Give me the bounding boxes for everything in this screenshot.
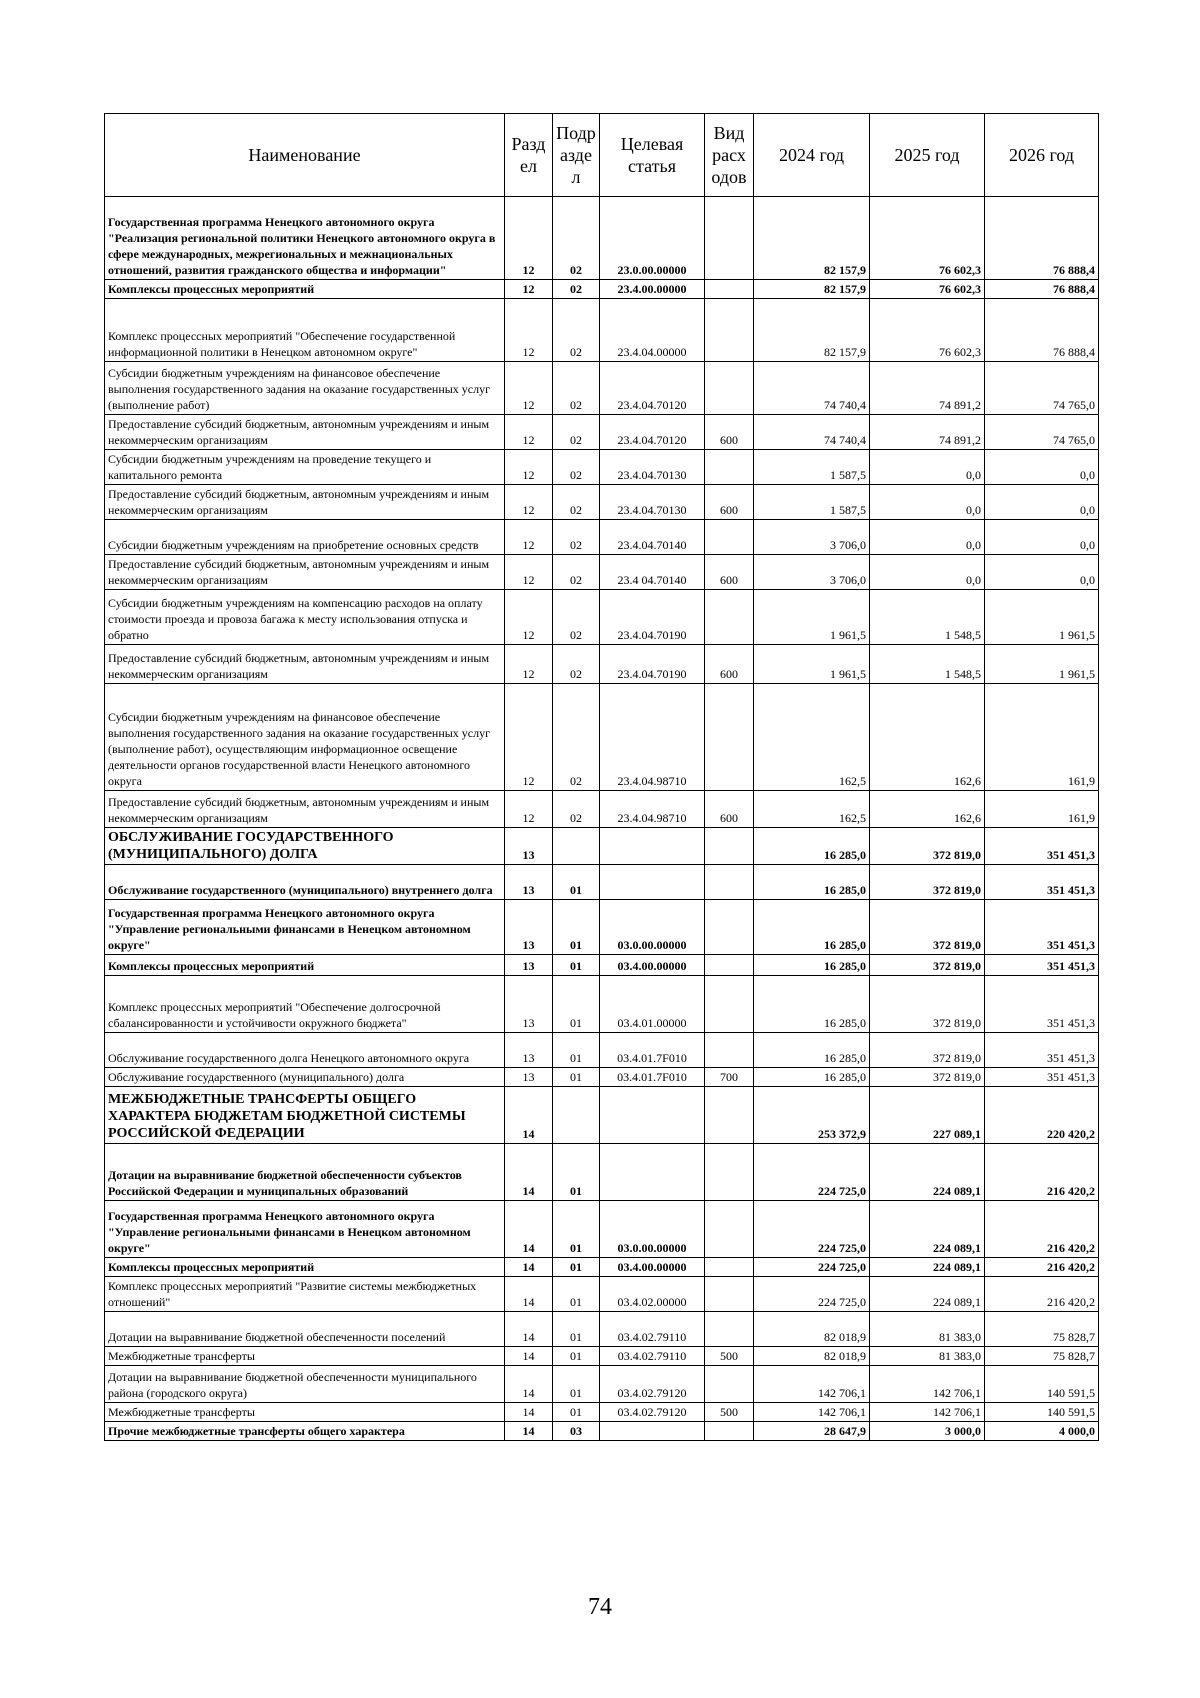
row-name: Комплекс процессных мероприятий "Развитие системы межбюджетных отношений" <box>105 1277 505 1312</box>
row-value-2026: 161,9 <box>985 684 1099 791</box>
row-target: 03.4.00.00000 <box>600 1258 705 1277</box>
row-vid <box>705 955 754 976</box>
table-row <box>105 1347 1099 1366</box>
row-value-2024: 28 647,9 <box>754 1422 870 1441</box>
header-target: Целевая статья <box>600 114 705 197</box>
row-value-2026: 76 888,4 <box>985 299 1099 362</box>
row-value-2026: 351 451,3 <box>985 865 1099 900</box>
row-value-2024: 16 285,0 <box>754 900 870 955</box>
row-value-2025: 81 383,0 <box>870 1312 985 1347</box>
row-value-2026: 0,0 <box>985 485 1099 520</box>
row-value-2024: 82 157,9 <box>754 197 870 280</box>
row-value-2024: 162,5 <box>754 791 870 828</box>
row-razdel: 13 <box>505 1033 553 1068</box>
table-row <box>105 955 1099 976</box>
row-podrazdel: 02 <box>553 684 600 791</box>
row-value-2024: 224 725,0 <box>754 1277 870 1312</box>
row-value-2026: 216 420,2 <box>985 1277 1099 1312</box>
row-razdel: 12 <box>505 520 553 555</box>
row-vid <box>705 1312 754 1347</box>
row-podrazdel: 02 <box>553 555 600 590</box>
row-razdel: 14 <box>505 1312 553 1347</box>
row-vid <box>705 1033 754 1068</box>
row-target <box>600 865 705 900</box>
row-razdel: 13 <box>505 1068 553 1087</box>
row-value-2025: 224 089,1 <box>870 1277 985 1312</box>
row-target: 03.4.02.79110 <box>600 1312 705 1347</box>
row-value-2025: 372 819,0 <box>870 900 985 955</box>
row-name: Предоставление субсидий бюджетным, автономным учреждениям и иным некоммерческим организациям <box>105 415 505 450</box>
row-razdel: 12 <box>505 450 553 485</box>
row-value-2026: 4 000,0 <box>985 1422 1099 1441</box>
row-value-2025: 372 819,0 <box>870 976 985 1033</box>
row-value-2024: 82 157,9 <box>754 280 870 299</box>
row-podrazdel: 01 <box>553 1366 600 1403</box>
row-value-2024: 1 961,5 <box>754 590 870 645</box>
row-name: Межбюджетные трансферты <box>105 1347 505 1366</box>
row-name: Прочие межбюджетные трансферты общего характера <box>105 1422 505 1441</box>
table-row <box>105 485 1099 520</box>
row-value-2024: 253 372,9 <box>754 1087 870 1144</box>
header-podrazdel: Подр азде л <box>553 114 600 197</box>
row-name: Комплексы процессных мероприятий <box>105 955 505 976</box>
row-value-2025: 142 706,1 <box>870 1403 985 1422</box>
row-value-2025: 74 891,2 <box>870 362 985 415</box>
row-name: Предоставление субсидий бюджетным, автономным учреждениям и иным некоммерческим организациям <box>105 645 505 684</box>
table-row <box>105 1366 1099 1403</box>
row-value-2025: 224 089,1 <box>870 1258 985 1277</box>
row-target: 23.4.04.70190 <box>600 590 705 645</box>
table-row <box>105 791 1099 828</box>
row-podrazdel: 02 <box>553 280 600 299</box>
row-value-2024: 16 285,0 <box>754 955 870 976</box>
table-row <box>105 280 1099 299</box>
row-value-2026: 140 591,5 <box>985 1366 1099 1403</box>
row-value-2024: 224 725,0 <box>754 1201 870 1258</box>
row-value-2025: 3 000,0 <box>870 1422 985 1441</box>
row-value-2024: 162,5 <box>754 684 870 791</box>
table-row <box>105 590 1099 645</box>
table-row <box>105 1312 1099 1347</box>
row-razdel: 12 <box>505 415 553 450</box>
row-value-2026: 75 828,7 <box>985 1347 1099 1366</box>
row-value-2026: 216 420,2 <box>985 1144 1099 1201</box>
table-row <box>105 415 1099 450</box>
row-value-2025: 76 602,3 <box>870 280 985 299</box>
row-vid <box>705 684 754 791</box>
row-value-2025: 142 706,1 <box>870 1366 985 1403</box>
row-value-2025: 224 089,1 <box>870 1201 985 1258</box>
row-target: 03.0.00.00000 <box>600 900 705 955</box>
row-target: 23.4.04.70190 <box>600 645 705 684</box>
row-podrazdel: 01 <box>553 1403 600 1422</box>
row-target: 23.4.04.70130 <box>600 485 705 520</box>
row-name: Дотации на выравнивание бюджетной обеспеченности поселений <box>105 1312 505 1347</box>
row-value-2026: 0,0 <box>985 520 1099 555</box>
header-2024: 2024 год <box>754 114 870 197</box>
row-value-2026: 1 961,5 <box>985 590 1099 645</box>
row-vid: 600 <box>705 415 754 450</box>
row-name: Государственная программа Ненецкого автономного округа "Управление региональными финансами в Ненецком автономном округе" <box>105 1201 505 1258</box>
row-podrazdel: 01 <box>553 865 600 900</box>
row-razdel: 14 <box>505 1422 553 1441</box>
row-target <box>600 1422 705 1441</box>
row-razdel: 13 <box>505 865 553 900</box>
row-value-2026: 76 888,4 <box>985 280 1099 299</box>
row-podrazdel: 01 <box>553 955 600 976</box>
row-value-2026: 351 451,3 <box>985 955 1099 976</box>
row-vid <box>705 450 754 485</box>
row-name: Субсидии бюджетным учреждениям на проведение текущего и капитального ремонта <box>105 450 505 485</box>
row-razdel: 12 <box>505 590 553 645</box>
row-podrazdel: 01 <box>553 1068 600 1087</box>
row-vid <box>705 828 754 865</box>
row-target: 03.0.00.00000 <box>600 1201 705 1258</box>
row-value-2026: 161,9 <box>985 791 1099 828</box>
row-target: 23.4.00.00000 <box>600 280 705 299</box>
row-target: 23.4.04.00000 <box>600 299 705 362</box>
row-target: 23.4.04.98710 <box>600 791 705 828</box>
row-podrazdel: 01 <box>553 1144 600 1201</box>
table-row <box>105 555 1099 590</box>
row-value-2024: 142 706,1 <box>754 1403 870 1422</box>
table-row <box>105 865 1099 900</box>
row-value-2024: 82 018,9 <box>754 1347 870 1366</box>
row-name: Комплекс процессных мероприятий "Обеспечение долгосрочной сбалансированности и устойчивости окружного бюджета" <box>105 976 505 1033</box>
row-vid <box>705 1087 754 1144</box>
row-name: Предоставление субсидий бюджетным, автономным учреждениям и иным некоммерческим организациям <box>105 485 505 520</box>
row-razdel: 14 <box>505 1144 553 1201</box>
row-value-2025: 372 819,0 <box>870 1033 985 1068</box>
row-podrazdel: 02 <box>553 485 600 520</box>
row-vid <box>705 865 754 900</box>
row-podrazdel: 01 <box>553 1312 600 1347</box>
table-row <box>105 645 1099 684</box>
row-value-2026: 216 420,2 <box>985 1258 1099 1277</box>
table-row <box>105 1144 1099 1201</box>
row-name: ОБСЛУЖИВАНИЕ ГОСУДАРСТВЕННОГО (МУНИЦИПАЛЬНОГО) ДОЛГА <box>105 828 505 865</box>
row-podrazdel: 01 <box>553 1347 600 1366</box>
row-value-2025: 74 891,2 <box>870 415 985 450</box>
row-name: Обслуживание государственного (муниципального) долга <box>105 1068 505 1087</box>
row-podrazdel <box>553 1087 600 1144</box>
budget-table <box>104 113 1099 1441</box>
row-value-2024: 224 725,0 <box>754 1144 870 1201</box>
row-value-2026: 220 420,2 <box>985 1087 1099 1144</box>
row-value-2026: 76 888,4 <box>985 197 1099 280</box>
row-target: 23.4.04.70140 <box>600 520 705 555</box>
row-value-2025: 0,0 <box>870 555 985 590</box>
row-value-2024: 3 706,0 <box>754 520 870 555</box>
table-row <box>105 520 1099 555</box>
row-vid <box>705 299 754 362</box>
row-value-2024: 16 285,0 <box>754 1033 870 1068</box>
row-podrazdel: 01 <box>553 1201 600 1258</box>
row-value-2026: 74 765,0 <box>985 415 1099 450</box>
row-razdel: 12 <box>505 684 553 791</box>
header-2026: 2026 год <box>985 114 1099 197</box>
row-name: Субсидии бюджетным учреждениям на финансовое обеспечение выполнения государственного задания на оказание государственных услуг (выполнение работ), осуществляющим информационное освещение деятельности органов государственной власти Ненецкого автономного округа <box>105 684 505 791</box>
row-podrazdel: 02 <box>553 299 600 362</box>
header-razdel: Разд ел <box>505 114 553 197</box>
row-target: 23.4.04.70130 <box>600 450 705 485</box>
row-value-2025: 372 819,0 <box>870 955 985 976</box>
row-name: Государственная программа Ненецкого автономного округа "Управление региональными финансами в Ненецком автономном округе" <box>105 900 505 955</box>
row-target: 03.4.00.00000 <box>600 955 705 976</box>
row-value-2025: 162,6 <box>870 791 985 828</box>
table-row <box>105 362 1099 415</box>
row-value-2024: 224 725,0 <box>754 1258 870 1277</box>
row-vid <box>705 1366 754 1403</box>
table-row <box>105 1068 1099 1087</box>
row-podrazdel: 02 <box>553 415 600 450</box>
row-name: Предоставление субсидий бюджетным, автономным учреждениям и иным некоммерческим организациям <box>105 555 505 590</box>
row-value-2026: 351 451,3 <box>985 1033 1099 1068</box>
row-value-2025: 227 089,1 <box>870 1087 985 1144</box>
page-number: 74 <box>588 1594 612 1620</box>
row-value-2024: 82 157,9 <box>754 299 870 362</box>
table-row <box>105 1258 1099 1277</box>
row-razdel: 14 <box>505 1087 553 1144</box>
row-name: Субсидии бюджетным учреждениям на компенсацию расходов на оплату стоимости проезда и провоза багажа к месту использования отпуска и обратно <box>105 590 505 645</box>
row-value-2026: 75 828,7 <box>985 1312 1099 1347</box>
row-name: Дотации на выравнивание бюджетной обеспеченности субъектов Российской Федерации и муниципальных образований <box>105 1144 505 1201</box>
row-podrazdel: 02 <box>553 520 600 555</box>
row-vid <box>705 197 754 280</box>
row-name: Субсидии бюджетным учреждениям на приобретение основных средств <box>105 520 505 555</box>
row-target: 23.0.00.00000 <box>600 197 705 280</box>
table-row <box>105 1087 1099 1144</box>
row-value-2026: 351 451,3 <box>985 900 1099 955</box>
row-value-2026: 351 451,3 <box>985 828 1099 865</box>
row-value-2026: 216 420,2 <box>985 1201 1099 1258</box>
row-value-2025: 76 602,3 <box>870 299 985 362</box>
row-vid <box>705 362 754 415</box>
row-value-2025: 224 089,1 <box>870 1144 985 1201</box>
row-name: Государственная программа Ненецкого автономного округа "Реализация региональной политики Ненецкого автономного округа в сфере международных, межрегиональных и межнациональных отношений, развития гражданского общества и информации" <box>105 197 505 280</box>
row-target <box>600 828 705 865</box>
table-row <box>105 900 1099 955</box>
row-value-2025: 81 383,0 <box>870 1347 985 1366</box>
table-body <box>105 197 1099 1441</box>
row-vid <box>705 900 754 955</box>
row-vid <box>705 1144 754 1201</box>
row-razdel: 14 <box>505 1258 553 1277</box>
header-row <box>105 114 1099 197</box>
row-vid: 700 <box>705 1068 754 1087</box>
row-razdel: 12 <box>505 791 553 828</box>
row-name: МЕЖБЮДЖЕТНЫЕ ТРАНСФЕРТЫ ОБЩЕГО ХАРАКТЕРА БЮДЖЕТАМ БЮДЖЕТНОЙ СИСТЕМЫ РОССИЙСКОЙ ФЕДЕРАЦИИ <box>105 1087 505 1144</box>
row-razdel: 13 <box>505 976 553 1033</box>
row-name: Комплексы процессных мероприятий <box>105 1258 505 1277</box>
row-vid: 600 <box>705 645 754 684</box>
row-value-2025: 372 819,0 <box>870 828 985 865</box>
row-podrazdel: 01 <box>553 1258 600 1277</box>
row-vid <box>705 1277 754 1312</box>
row-value-2026: 351 451,3 <box>985 1068 1099 1087</box>
row-podrazdel: 02 <box>553 362 600 415</box>
table-row <box>105 1422 1099 1441</box>
row-target: 03.4.01.7F010 <box>600 1033 705 1068</box>
row-razdel: 14 <box>505 1366 553 1403</box>
row-razdel: 12 <box>505 362 553 415</box>
row-value-2025: 0,0 <box>870 485 985 520</box>
row-target: 23.4.04.70120 <box>600 415 705 450</box>
row-name: Обслуживание государственного (муниципального) внутреннего долга <box>105 865 505 900</box>
header-2025: 2025 год <box>870 114 985 197</box>
row-razdel: 13 <box>505 900 553 955</box>
row-value-2026: 1 961,5 <box>985 645 1099 684</box>
table-row <box>105 1201 1099 1258</box>
table-row <box>105 1277 1099 1312</box>
row-name: Дотации на выравнивание бюджетной обеспеченности муниципального района (городского округа) <box>105 1366 505 1403</box>
header-vid: Вид расх одов <box>705 114 754 197</box>
row-target: 03.4.01.7F010 <box>600 1068 705 1087</box>
row-razdel: 14 <box>505 1403 553 1422</box>
row-vid <box>705 520 754 555</box>
table-row <box>105 450 1099 485</box>
row-podrazdel: 02 <box>553 197 600 280</box>
row-razdel: 14 <box>505 1277 553 1312</box>
row-value-2024: 3 706,0 <box>754 555 870 590</box>
row-value-2026: 0,0 <box>985 555 1099 590</box>
header-name: Наименование <box>105 114 505 197</box>
row-vid <box>705 590 754 645</box>
row-target: 03.4.02.00000 <box>600 1277 705 1312</box>
row-razdel: 12 <box>505 645 553 684</box>
row-value-2024: 82 018,9 <box>754 1312 870 1347</box>
row-value-2025: 1 548,5 <box>870 645 985 684</box>
row-vid <box>705 1422 754 1441</box>
table-row <box>105 684 1099 791</box>
row-value-2024: 74 740,4 <box>754 415 870 450</box>
table-row <box>105 976 1099 1033</box>
row-vid: 600 <box>705 791 754 828</box>
row-podrazdel: 02 <box>553 590 600 645</box>
row-name: Обслуживание государственного долга Ненецкого автономного округа <box>105 1033 505 1068</box>
row-podrazdel <box>553 828 600 865</box>
row-razdel: 12 <box>505 299 553 362</box>
row-target <box>600 1144 705 1201</box>
row-value-2025: 372 819,0 <box>870 865 985 900</box>
row-razdel: 12 <box>505 280 553 299</box>
row-name: Межбюджетные трансферты <box>105 1403 505 1422</box>
table-row <box>105 1403 1099 1422</box>
row-razdel: 14 <box>505 1201 553 1258</box>
row-target: 03.4.02.79110 <box>600 1347 705 1366</box>
row-target: 23.4.04.70120 <box>600 362 705 415</box>
row-value-2025: 372 819,0 <box>870 1068 985 1087</box>
row-target: 03.4.02.79120 <box>600 1403 705 1422</box>
row-target: 03.4.02.79120 <box>600 1366 705 1403</box>
row-value-2024: 16 285,0 <box>754 828 870 865</box>
row-podrazdel: 01 <box>553 900 600 955</box>
row-target: 23.4 04.70140 <box>600 555 705 590</box>
row-value-2025: 0,0 <box>870 450 985 485</box>
row-value-2024: 1 587,5 <box>754 485 870 520</box>
row-podrazdel: 02 <box>553 645 600 684</box>
row-razdel: 13 <box>505 828 553 865</box>
row-vid: 500 <box>705 1403 754 1422</box>
row-podrazdel: 01 <box>553 1277 600 1312</box>
row-value-2024: 16 285,0 <box>754 1068 870 1087</box>
row-value-2026: 74 765,0 <box>985 362 1099 415</box>
row-vid: 600 <box>705 485 754 520</box>
row-razdel: 12 <box>505 485 553 520</box>
row-name: Субсидии бюджетным учреждениям на финансовое обеспечение выполнения государственного задания на оказание государственных услуг (выполнение работ) <box>105 362 505 415</box>
row-podrazdel: 03 <box>553 1422 600 1441</box>
row-value-2024: 74 740,4 <box>754 362 870 415</box>
row-value-2024: 16 285,0 <box>754 865 870 900</box>
row-razdel: 14 <box>505 1347 553 1366</box>
row-target: 03.4.01.00000 <box>600 976 705 1033</box>
table-row <box>105 197 1099 280</box>
row-value-2025: 162,6 <box>870 684 985 791</box>
row-value-2024: 16 285,0 <box>754 976 870 1033</box>
row-vid <box>705 1201 754 1258</box>
row-podrazdel: 01 <box>553 1033 600 1068</box>
table-row <box>105 1033 1099 1068</box>
row-target: 23.4.04.98710 <box>600 684 705 791</box>
row-value-2024: 1 961,5 <box>754 645 870 684</box>
row-value-2026: 351 451,3 <box>985 976 1099 1033</box>
row-vid: 600 <box>705 555 754 590</box>
row-name: Комплексы процессных мероприятий <box>105 280 505 299</box>
row-value-2025: 0,0 <box>870 520 985 555</box>
row-vid <box>705 280 754 299</box>
row-value-2026: 0,0 <box>985 450 1099 485</box>
row-razdel: 13 <box>505 955 553 976</box>
table-row <box>105 299 1099 362</box>
row-podrazdel: 02 <box>553 791 600 828</box>
table-row <box>105 828 1099 865</box>
row-value-2025: 1 548,5 <box>870 590 985 645</box>
row-razdel: 12 <box>505 197 553 280</box>
row-name: Предоставление субсидий бюджетным, автономным учреждениям и иным некоммерческим организациям <box>105 791 505 828</box>
row-vid: 500 <box>705 1347 754 1366</box>
row-value-2026: 140 591,5 <box>985 1403 1099 1422</box>
row-podrazdel: 02 <box>553 450 600 485</box>
row-name: Комплекс процессных мероприятий "Обеспечение государственной информационной политики в Ненецком автономном округе" <box>105 299 505 362</box>
row-vid <box>705 1258 754 1277</box>
row-value-2024: 1 587,5 <box>754 450 870 485</box>
row-vid <box>705 976 754 1033</box>
row-razdel: 12 <box>505 555 553 590</box>
row-target <box>600 1087 705 1144</box>
row-value-2025: 76 602,3 <box>870 197 985 280</box>
row-podrazdel: 01 <box>553 976 600 1033</box>
row-value-2024: 142 706,1 <box>754 1366 870 1403</box>
